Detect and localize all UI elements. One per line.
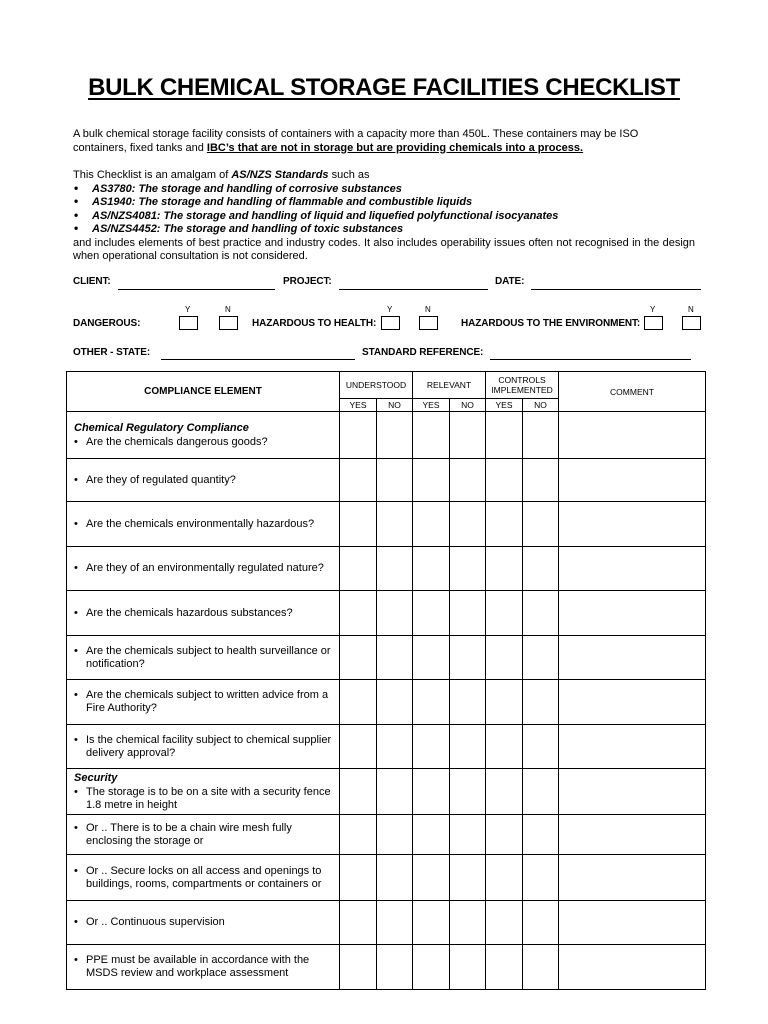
question-cell: [67, 945, 340, 990]
question-text: • Or .. There is to be a chain wire mesh fully enclosing the storage or: [74, 822, 333, 848]
hazard-env-label: HAZARDOUS TO THE ENVIRONMENT:: [461, 318, 641, 329]
intro-emphasis: IBC’s that are not in storage but are providing chemicals into a process.: [206, 141, 584, 154]
project-label: PROJECT:: [283, 276, 332, 287]
n-marker: N: [425, 305, 431, 314]
controls-yes-cell[interactable]: [486, 459, 523, 502]
controls-yes-cell[interactable]: [486, 680, 523, 725]
comment-cell[interactable]: [559, 945, 706, 990]
hazard-health-label: HAZARDOUS TO HEALTH:: [252, 318, 377, 329]
understood-no-cell[interactable]: [377, 855, 413, 901]
relevant-no-cell[interactable]: [450, 459, 486, 502]
dangerous-yes-checkbox[interactable]: [179, 316, 198, 330]
question-text: • Are the chemicals environmentally hazardous?: [74, 518, 333, 531]
question-text: • Are the chemicals hazardous substances?: [74, 607, 333, 620]
controls-no-cell[interactable]: [523, 502, 559, 547]
understood-no-cell[interactable]: [377, 591, 413, 636]
controls-yes-cell[interactable]: [486, 412, 523, 459]
question-cell: [67, 901, 340, 945]
understood-header: UNDERSTOOD: [340, 372, 413, 399]
relevant-yes-cell[interactable]: [413, 901, 450, 945]
standard-reference-label: STANDARD REFERENCE:: [362, 347, 484, 358]
question-text: • Are the chemicals dangerous goods?: [74, 436, 333, 449]
section-heading: Security: [74, 771, 118, 784]
question-cell: [67, 459, 340, 502]
understood-no-cell[interactable]: [377, 459, 413, 502]
relevant-yes-cell[interactable]: [413, 547, 450, 591]
question-text: • Or .. Secure locks on all access and openings to buildings, rooms, compartments or containers or: [74, 865, 333, 891]
table-row: [67, 591, 706, 636]
section-heading: Chemical Regulatory Compliance: [74, 421, 249, 434]
relevant-no-cell[interactable]: [450, 412, 486, 459]
understood-yes-cell[interactable]: [340, 502, 377, 547]
controls-no-cell[interactable]: [523, 412, 559, 459]
table-row: [67, 725, 706, 769]
other-state-field[interactable]: [161, 359, 355, 360]
n-marker: N: [225, 305, 231, 314]
table-row: [67, 547, 706, 591]
understood-yes-cell[interactable]: [340, 636, 377, 680]
comment-cell[interactable]: [559, 901, 706, 945]
controls-no-cell[interactable]: [523, 459, 559, 502]
controls-no-cell[interactable]: [523, 680, 559, 725]
controls-no-cell[interactable]: [523, 945, 559, 990]
intro-text: A bulk chemical storage facility consists of containers with a capacity more than 450L. These containers may be ISO containers, fixed tanks and: [73, 128, 639, 154]
relevant-yes-cell[interactable]: [413, 815, 450, 855]
table-row: [67, 680, 706, 725]
table-row: [67, 459, 706, 502]
table-row: [67, 412, 706, 459]
yes-subheader: YES: [413, 399, 450, 412]
intro-paragraph: [73, 128, 695, 155]
environment-no-checkbox[interactable]: [682, 316, 701, 330]
controls-no-cell[interactable]: [523, 901, 559, 945]
question-cell: [67, 547, 340, 591]
comment-cell[interactable]: [559, 547, 706, 591]
dangerous-label: DANGEROUS:: [73, 318, 141, 329]
dangerous-no-checkbox[interactable]: [219, 316, 238, 330]
controls-yes-cell[interactable]: [486, 945, 523, 990]
question-cell: [67, 855, 340, 901]
relevant-no-cell[interactable]: [450, 855, 486, 901]
understood-no-cell[interactable]: [377, 680, 413, 725]
client-field[interactable]: [118, 289, 275, 290]
y-marker: Y: [650, 305, 656, 314]
question-text: • Are they of regulated quantity?: [74, 474, 333, 487]
standards-tail: and includes elements of best practice and industry codes. It also includes operability issues often not recognised in the design when operational consultation is not considered.: [73, 236, 695, 262]
standard-item: • AS1940: The storage and handling of flammable and combustible liquids: [73, 196, 695, 210]
standard-item: • AS/NZS4452: The storage and handling of toxic substances: [73, 223, 695, 237]
controls-yes-cell[interactable]: [486, 591, 523, 636]
other-state-label: OTHER - STATE:: [73, 347, 151, 358]
understood-yes-cell[interactable]: [340, 412, 377, 459]
page-title: BULK CHEMICAL STORAGE FACILITIES CHECKLIST: [88, 74, 680, 101]
question-text: • Are the chemicals subject to health surveillance or notification?: [74, 645, 333, 671]
understood-no-cell[interactable]: [377, 725, 413, 769]
standards-paragraph: [73, 169, 695, 264]
relevant-yes-cell[interactable]: [413, 636, 450, 680]
question-cell: [67, 769, 340, 815]
understood-no-cell[interactable]: [377, 502, 413, 547]
question-text: • Is the chemical facility subject to chemical supplier delivery approval?: [74, 734, 333, 760]
table-row: [67, 855, 706, 901]
comment-cell[interactable]: [559, 680, 706, 725]
comment-cell[interactable]: [559, 459, 706, 502]
controls-no-cell[interactable]: [523, 815, 559, 855]
relevant-no-cell[interactable]: [450, 815, 486, 855]
question-cell: [67, 502, 340, 547]
no-subheader: NO: [450, 399, 486, 412]
controls-no-cell[interactable]: [523, 636, 559, 680]
relevant-yes-cell[interactable]: [413, 725, 450, 769]
controls-yes-cell[interactable]: [486, 502, 523, 547]
y-marker: Y: [185, 305, 191, 314]
table-row: [67, 769, 706, 815]
standards-list: [73, 183, 695, 237]
controls-yes-cell[interactable]: [486, 547, 523, 591]
health-no-checkbox[interactable]: [419, 316, 438, 330]
comment-cell[interactable]: [559, 502, 706, 547]
project-field[interactable]: [339, 289, 488, 290]
understood-yes-cell[interactable]: [340, 945, 377, 990]
table-row: [67, 945, 706, 990]
relevant-header: RELEVANT: [413, 372, 486, 399]
standards-lead: This Checklist is an amalgam of: [73, 169, 232, 181]
question-cell: [67, 636, 340, 680]
question-text: • Or .. Continuous supervision: [74, 916, 333, 929]
relevant-no-cell[interactable]: [450, 547, 486, 591]
understood-yes-cell[interactable]: [340, 680, 377, 725]
controls-yes-cell[interactable]: [486, 636, 523, 680]
date-field[interactable]: [531, 289, 701, 290]
relevant-yes-cell[interactable]: [413, 502, 450, 547]
table-row: [67, 502, 706, 547]
question-text: • PPE must be available in accordance with the MSDS review and workplace assessment: [74, 954, 333, 980]
relevant-yes-cell[interactable]: [413, 412, 450, 459]
controls-no-cell[interactable]: [523, 769, 559, 815]
relevant-no-cell[interactable]: [450, 945, 486, 990]
understood-yes-cell[interactable]: [340, 725, 377, 769]
environment-yes-checkbox[interactable]: [644, 316, 663, 330]
standards-suffix: such as: [328, 169, 370, 181]
relevant-no-cell[interactable]: [450, 769, 486, 815]
understood-yes-cell[interactable]: [340, 855, 377, 901]
understood-no-cell[interactable]: [377, 945, 413, 990]
question-cell: [67, 412, 340, 459]
understood-no-cell[interactable]: [377, 547, 413, 591]
relevant-no-cell[interactable]: [450, 901, 486, 945]
controls-yes-cell[interactable]: [486, 855, 523, 901]
relevant-yes-cell[interactable]: [413, 591, 450, 636]
understood-yes-cell[interactable]: [340, 901, 377, 945]
understood-no-cell[interactable]: [377, 769, 413, 815]
comment-cell[interactable]: [559, 636, 706, 680]
question-cell: [67, 815, 340, 855]
controls-no-cell[interactable]: [523, 547, 559, 591]
controls-yes-cell[interactable]: [486, 901, 523, 945]
controls-no-cell[interactable]: [523, 725, 559, 769]
question-text: • Are they of an environmentally regulated nature?: [74, 562, 333, 575]
understood-yes-cell[interactable]: [340, 459, 377, 502]
comment-header: COMMENT: [559, 372, 706, 412]
relevant-no-cell[interactable]: [450, 502, 486, 547]
question-text: • The storage is to be on a site with a security fence 1.8 metre in height: [74, 786, 333, 812]
relevant-yes-cell[interactable]: [413, 945, 450, 990]
question-cell: [67, 725, 340, 769]
question-cell: [67, 680, 340, 725]
understood-yes-cell[interactable]: [340, 591, 377, 636]
comment-cell[interactable]: [559, 855, 706, 901]
understood-no-cell[interactable]: [377, 636, 413, 680]
yes-subheader: YES: [486, 399, 523, 412]
relevant-yes-cell[interactable]: [413, 459, 450, 502]
controls-yes-cell[interactable]: [486, 769, 523, 815]
comment-cell[interactable]: [559, 725, 706, 769]
comment-cell[interactable]: [559, 591, 706, 636]
comment-cell[interactable]: [559, 815, 706, 855]
comment-cell[interactable]: [559, 412, 706, 459]
date-label: DATE:: [495, 276, 525, 287]
table-row: [67, 815, 706, 855]
compliance-table: [66, 371, 706, 990]
relevant-yes-cell[interactable]: [413, 855, 450, 901]
compliance-element-header: COMPLIANCE ELEMENT: [67, 372, 340, 412]
standard-item: • AS/NZS4081: The storage and handling of liquid and liquefied polyfunctional isocyanates: [73, 210, 695, 224]
health-yes-checkbox[interactable]: [381, 316, 400, 330]
controls-no-cell[interactable]: [523, 591, 559, 636]
relevant-yes-cell[interactable]: [413, 769, 450, 815]
comment-cell[interactable]: [559, 769, 706, 815]
understood-no-cell[interactable]: [377, 901, 413, 945]
standards-name: AS/NZS Standards: [231, 169, 329, 181]
table-row: [67, 901, 706, 945]
table-row: [67, 636, 706, 680]
header-row: [67, 372, 706, 399]
question-cell: [67, 591, 340, 636]
yes-subheader: YES: [340, 399, 377, 412]
understood-yes-cell[interactable]: [340, 769, 377, 815]
no-subheader: NO: [523, 399, 559, 412]
understood-no-cell[interactable]: [377, 815, 413, 855]
no-subheader: NO: [377, 399, 413, 412]
relevant-no-cell[interactable]: [450, 680, 486, 725]
controls-implemented-header: CONTROLS IMPLEMENTED: [486, 372, 559, 399]
question-text: • Are the chemicals subject to written advice from a Fire Authority?: [74, 689, 333, 715]
client-label: CLIENT:: [73, 276, 111, 287]
understood-no-cell[interactable]: [377, 412, 413, 459]
relevant-no-cell[interactable]: [450, 725, 486, 769]
relevant-no-cell[interactable]: [450, 591, 486, 636]
standard-item: • AS3780: The storage and handling of corrosive substances: [73, 183, 695, 197]
standard-reference-field[interactable]: [490, 359, 691, 360]
y-marker: Y: [387, 305, 393, 314]
n-marker: N: [688, 305, 694, 314]
understood-yes-cell[interactable]: [340, 815, 377, 855]
controls-yes-cell[interactable]: [486, 815, 523, 855]
relevant-yes-cell[interactable]: [413, 680, 450, 725]
relevant-no-cell[interactable]: [450, 636, 486, 680]
controls-no-cell[interactable]: [523, 855, 559, 901]
controls-yes-cell[interactable]: [486, 725, 523, 769]
understood-yes-cell[interactable]: [340, 547, 377, 591]
